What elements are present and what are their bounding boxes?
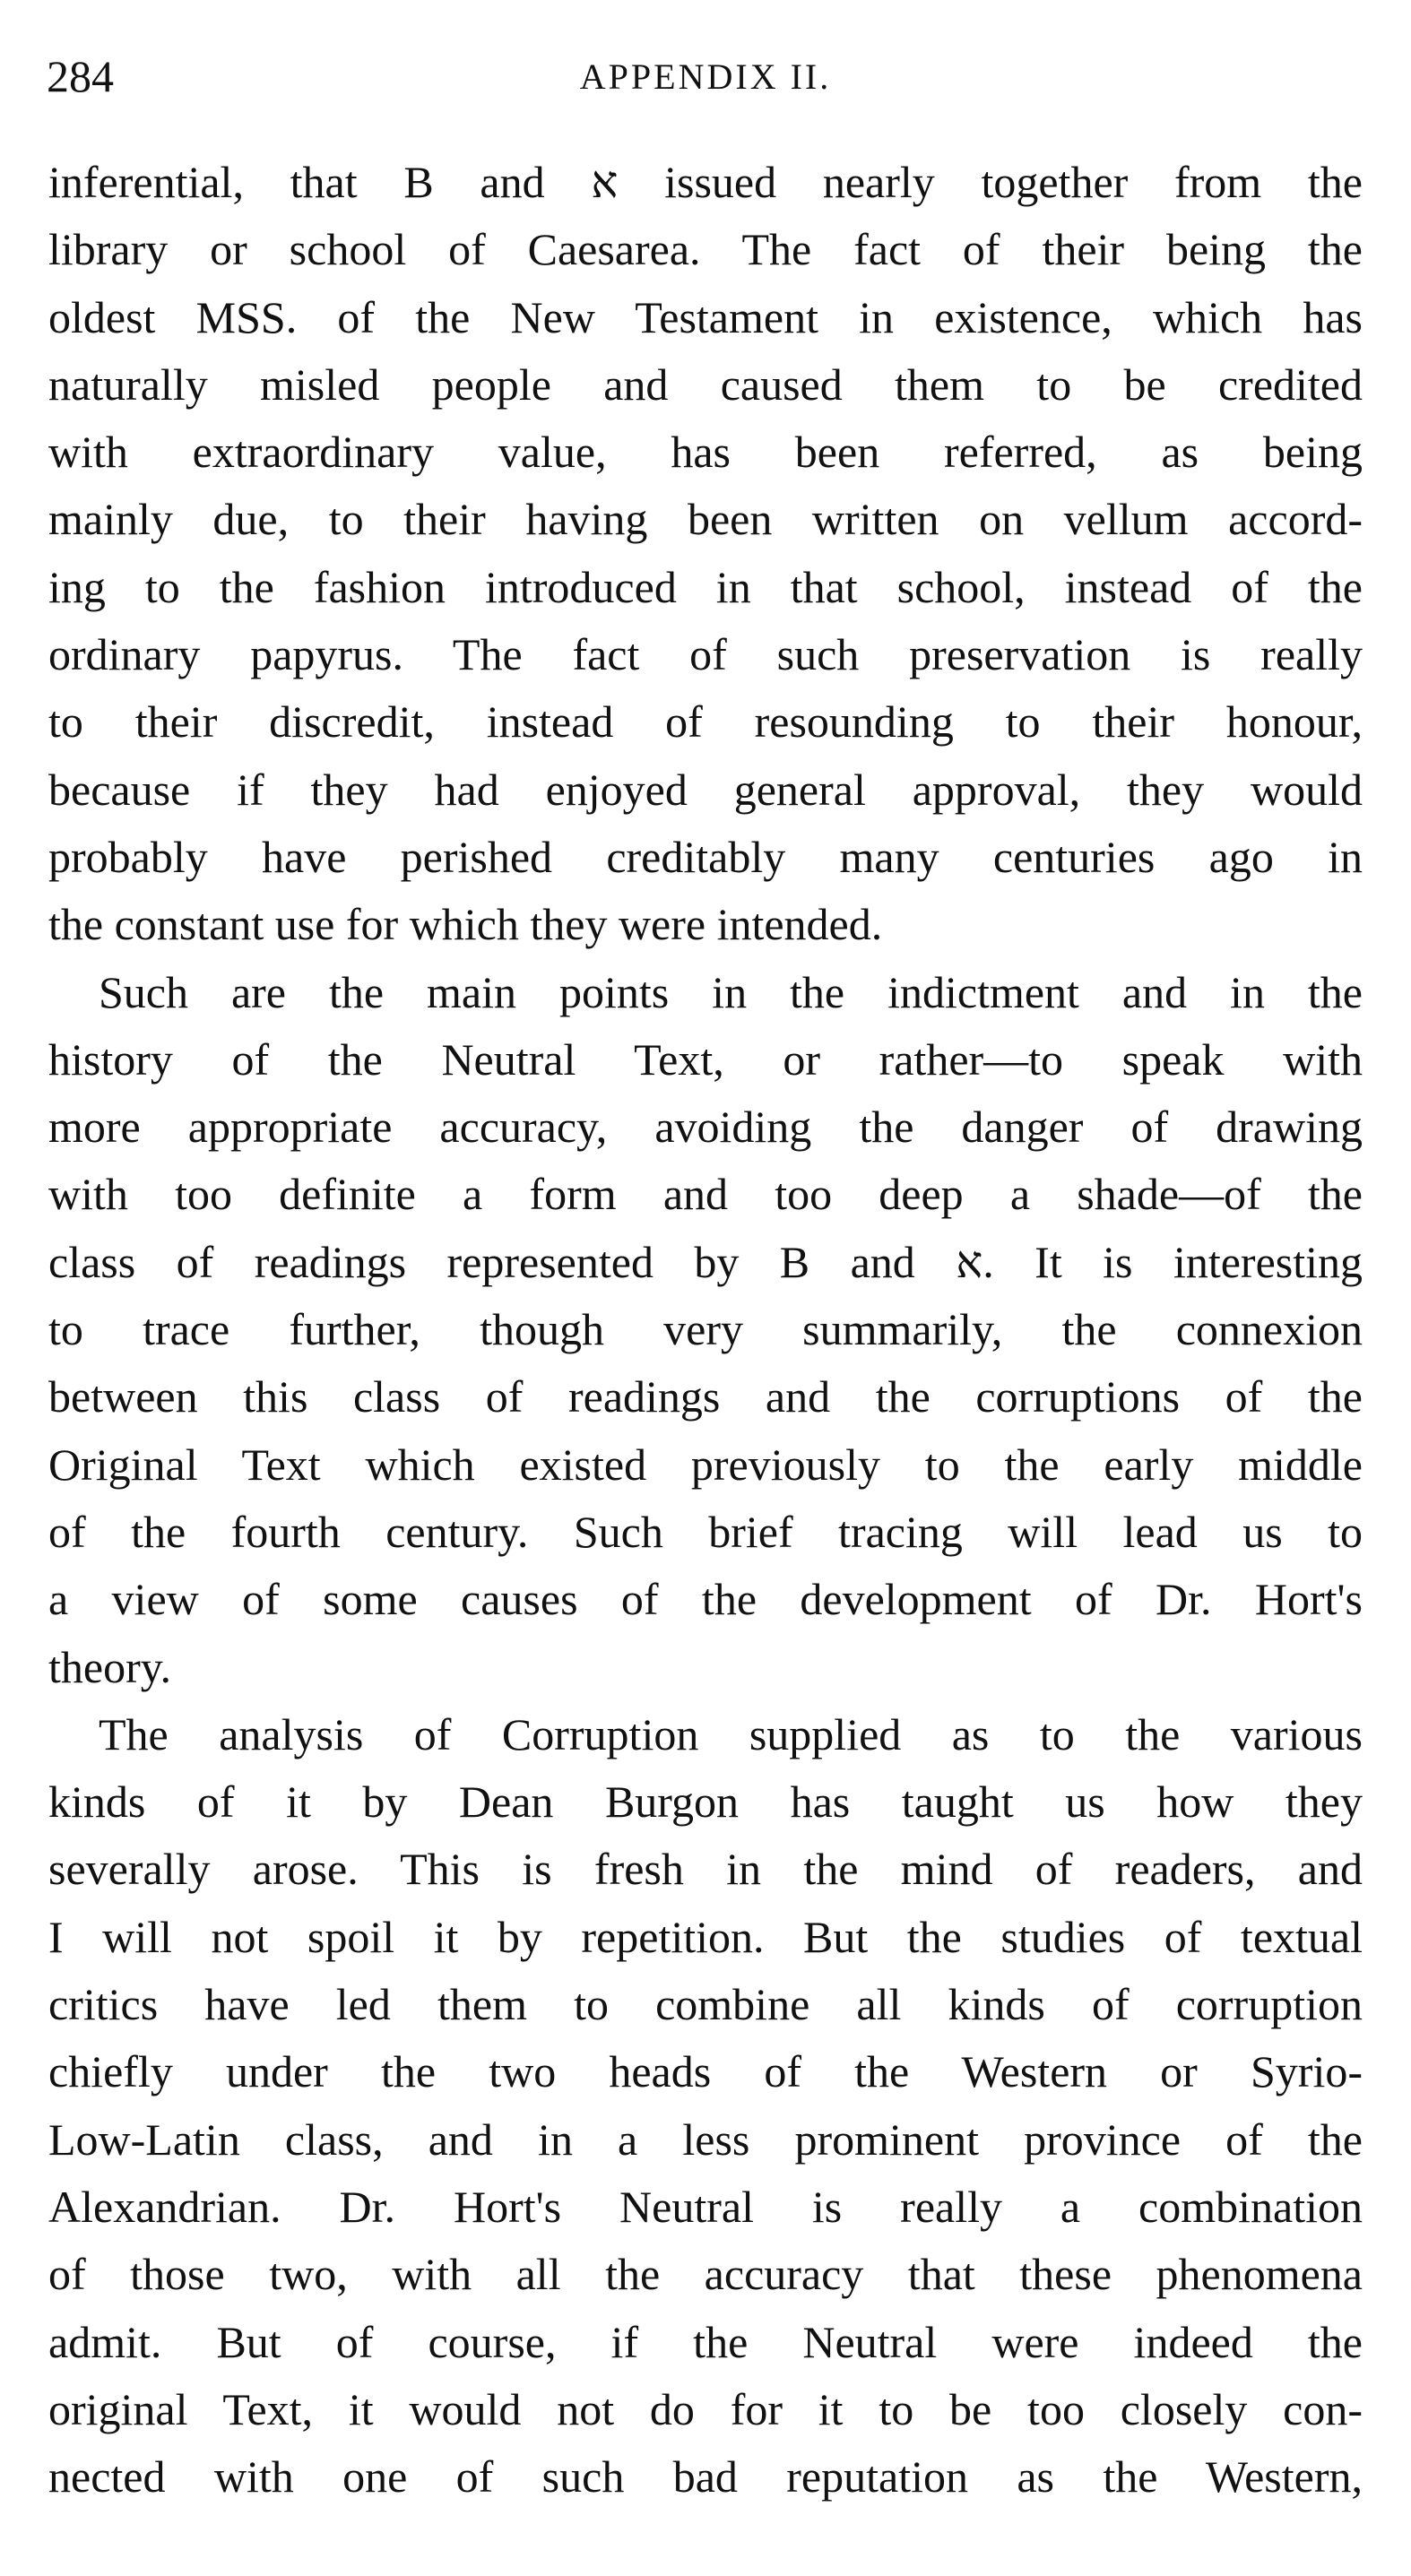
paragraph-1 — [48, 149, 1363, 959]
text-line: the constant use for which they were intended. — [48, 899, 883, 950]
text-line: mainly due, to their having been written on vellum accord- — [48, 494, 1363, 545]
text-line: Low-Latin class, and in a less prominent province of the — [48, 2114, 1363, 2165]
running-head: APPENDIX II. — [579, 56, 832, 97]
text-line: history of the Neutral Text, or rather—to speak with — [48, 1033, 1363, 1085]
paragraph-3 — [48, 1701, 1363, 2511]
text-line: probably have perished creditably many centuries ago in — [48, 831, 1363, 882]
text-line: ing to the fashion introduced in that school, instead of the — [48, 561, 1363, 612]
text-line: Original Text which existed previously to the early middle — [48, 1439, 1363, 1490]
text-line: ordinary papyrus. The fact of such preservation is really — [48, 629, 1363, 680]
text-line: chiefly under the two heads of the Western or Syrio- — [48, 2046, 1363, 2097]
text-line: oldest MSS. of the New Testament in existence, which has — [48, 291, 1363, 342]
text-line: with extraordinary value, has been referred, as being — [48, 427, 1363, 478]
text-line: to trace further, though very summarily, the connexion — [48, 1304, 1363, 1355]
text-line: library or school of Caesarea. The fact of their being the — [48, 224, 1363, 275]
text-line: critics have led them to combine all kinds of corruption — [48, 1979, 1363, 2030]
page-header — [47, 49, 1364, 112]
text-line: I will not spoil it by repetition. But the studies of textual — [48, 1911, 1363, 1962]
paragraph-2 — [48, 959, 1363, 1701]
text-line: nected with one of such bad reputation as the Western, — [48, 2451, 1363, 2503]
text-line: to their discredit, instead of resounding to their honour, — [48, 696, 1363, 748]
text-line: because if they had enjoyed general approval, they would — [48, 764, 1363, 815]
page-number: 284 — [47, 51, 114, 101]
text-line: The analysis of Corruption supplied as to the various — [99, 1708, 1363, 1759]
text-line: class of readings represented by B and א. It is interesting — [48, 1236, 1363, 1287]
text-line: kinds of it by Dean Burgon has taught us how they — [48, 1776, 1363, 1828]
text-line: Such are the main points in the indictment and in the — [99, 966, 1363, 1017]
text-line: of the fourth century. Such brief tracing will lead us to — [48, 1506, 1363, 1557]
text-line: severally arose. This is fresh in the mind of readers, and — [48, 1844, 1363, 1895]
text-line: Alexandrian. Dr. Hort's Neutral is really a combination — [48, 2181, 1363, 2232]
text-line: original Text, it would not do for it to be too closely con- — [48, 2383, 1363, 2434]
text-line: a view of some causes of the development of Dr. Hort's — [48, 1574, 1363, 1625]
text-line: of those two, with all the accuracy that these phenomena — [48, 2249, 1363, 2300]
text-line: theory. — [48, 1641, 171, 1692]
text-line: inferential, that B and א issued nearly together from the — [48, 157, 1363, 207]
body-text — [48, 149, 1363, 2511]
text-line: between this class of readings and the corruptions of the — [48, 1371, 1363, 1422]
text-line: more appropriate accuracy, avoiding the danger of drawing — [48, 1102, 1363, 1153]
text-line: naturally misled people and caused them to be credited — [48, 359, 1363, 410]
text-line: with too definite a form and too deep a shade—of the — [48, 1169, 1363, 1220]
text-line: admit. But of course, if the Neutral were indeed the — [48, 2316, 1363, 2367]
